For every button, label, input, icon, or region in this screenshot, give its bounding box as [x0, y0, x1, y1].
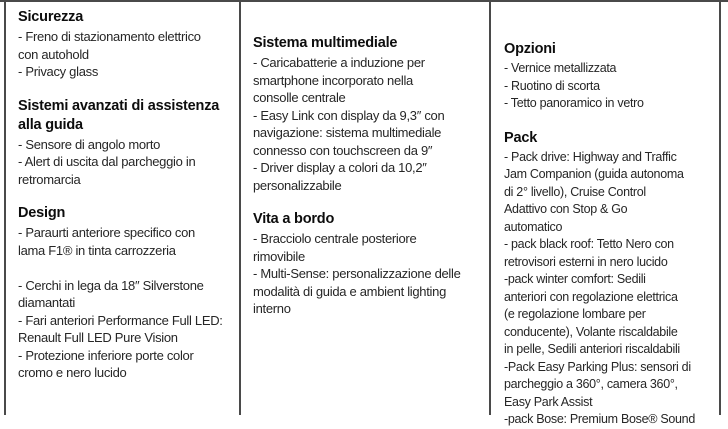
spec-line: automatico [504, 219, 563, 234]
spec-line: con autohold [18, 46, 89, 62]
spec-line: - Pack drive: Highway and Traffic [504, 149, 677, 164]
spec-line: - Multi-Sense: personalizzazione delle [253, 266, 461, 281]
spec-line: - Bracciolo centrale posteriore [253, 231, 417, 246]
spec-line: retrovisori esterni in nero lucido [504, 254, 668, 269]
spec-line: connesso con touchscreen da 9″ [253, 142, 433, 158]
spec-line: - Paraurti anteriore specifico con [18, 225, 195, 240]
spec-line: -Pack Easy Parking Plus: sensori di [504, 359, 691, 374]
spec-line: Jam Companion (guida autonoma [504, 167, 684, 181]
spec-line: - Easy Link con display da 9,3″ con [253, 107, 445, 123]
spec-column-2 [253, 34, 485, 318]
section-heading: Opzioni [504, 41, 556, 57]
spec-line: personalizzabile [253, 177, 342, 193]
top-border [0, 0, 728, 2]
spec-line: in pelle, Sedili anteriori riscaldabili [504, 342, 680, 356]
section-heading: Vita a bordo [253, 211, 335, 227]
spec-line: - Protezione inferiore porte color [18, 347, 194, 363]
left-border [4, 0, 6, 415]
spec-line: retromarcia [18, 171, 81, 187]
spec-line: smartphone incorporato nella [253, 72, 413, 88]
spec-line: Adattivo con Stop & Go [504, 202, 628, 216]
spec-line: - Cerchi in lega da 18″ Silverstone [18, 277, 204, 293]
spec-column-3 [504, 40, 716, 429]
spec-section [18, 8, 236, 81]
spec-line: - Ruotino di scorta [504, 78, 600, 93]
spec-line: - Sensore di angolo morto [18, 136, 161, 152]
spec-line: - Privacy glass [18, 64, 99, 79]
spec-line: diamantati [18, 295, 75, 310]
spec-line: cromo e nero lucido [18, 365, 127, 380]
spec-line: di 2° livello), Cruise Control [504, 184, 646, 199]
spec-line: parcheggio a 360°, camera 360°, [504, 377, 678, 391]
spec-section [504, 40, 716, 113]
spec-line: - Caricabatterie a induzione per [253, 55, 425, 70]
spec-line: - Freno di stazionamento elettrico [18, 29, 201, 44]
section-heading: Sistemi avanzati di assistenza alla guida [18, 97, 220, 133]
spec-line: lama F1® in tinta carrozzeria [18, 242, 176, 258]
spec-line: -pack winter comfort: Sedili [504, 272, 646, 286]
column-divider-2 [489, 0, 491, 415]
spec-line: - Tetto panoramico in vetro [504, 96, 644, 110]
spec-line: consolle centrale [253, 90, 346, 105]
section-heading: Sicurezza [18, 9, 84, 25]
spec-section [504, 129, 716, 429]
spec-line: - Driver display a colori da 10,2″ [253, 160, 427, 175]
section-heading: Sistema multimediale [253, 35, 398, 51]
spec-line: - pack black roof: Tetto Nero con [504, 237, 674, 251]
spec-section [253, 210, 485, 318]
blank-line [18, 259, 236, 277]
spec-line: - Alert di uscita dal parcheggio in [18, 154, 196, 169]
spec-line: (e regolazione lombare per [504, 307, 646, 321]
spec-line: modalità di guida e ambient lighting [253, 283, 446, 299]
spec-line: navigazione: sistema multimediale [253, 125, 442, 140]
section-heading: Design [18, 205, 66, 221]
spec-line: - Vernice metallizzata [504, 61, 617, 75]
spec-line: -pack Bose: Premium Bose® Sound [504, 412, 695, 426]
right-border [719, 0, 721, 415]
spec-line: Easy Park Assist [504, 394, 593, 409]
spec-column-1 [18, 8, 236, 382]
spec-line: rimovibile [253, 248, 305, 264]
column-divider-1 [239, 0, 241, 415]
section-heading: Pack [504, 129, 538, 146]
spec-section [18, 97, 236, 189]
spec-line: anteriori con regolazione elettrica [504, 289, 678, 304]
spec-section [18, 204, 236, 382]
spec-line: Renault Full LED Pure Vision [18, 330, 178, 345]
spec-line: - Fari anteriori Performance Full LED: [18, 312, 223, 328]
spec-line: interno [253, 301, 291, 316]
spec-line: conducente), Volante riscaldabile [504, 324, 678, 339]
spec-section [253, 34, 485, 194]
